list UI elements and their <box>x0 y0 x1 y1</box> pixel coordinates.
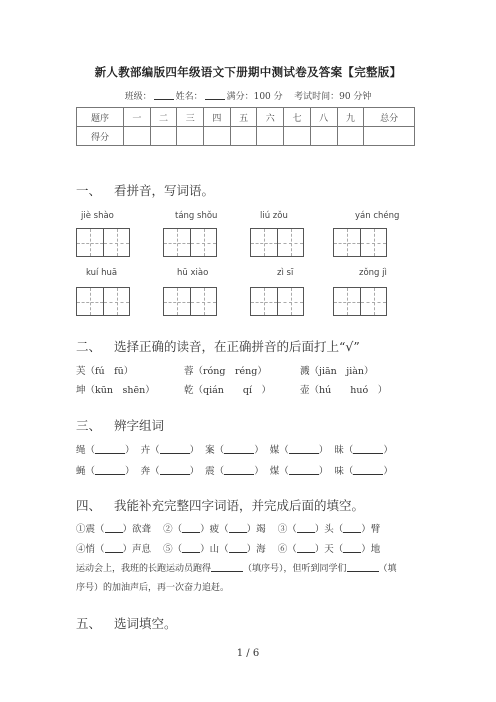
idiom-row <box>76 521 380 535</box>
section-title: 辨字组词 <box>114 418 165 433</box>
score-row-label: 得分 <box>77 127 124 146</box>
pinyin-label: liú zǒu <box>260 211 288 221</box>
name-blank <box>205 91 225 100</box>
idiom-text: ）山（ <box>200 544 229 555</box>
sentence-text: （填序号），但听到同学们 <box>243 564 347 574</box>
answer-blank[interactable] <box>353 444 383 454</box>
pinyin-label: zǒng jì <box>359 268 387 278</box>
writing-grid[interactable] <box>163 228 217 257</box>
score-header-cell: 六 <box>257 108 284 127</box>
bianzi-char: 味 <box>334 466 344 477</box>
exam-info <box>0 89 496 102</box>
section-title: 选择正确的读音，在正确拼音的后面打上“√” <box>114 339 360 354</box>
name-label: 姓名： <box>175 92 203 102</box>
grid-cell <box>251 288 277 315</box>
grid-cell <box>360 229 386 256</box>
grid-cell <box>77 288 103 315</box>
bianzi-row: 绳（ ） 卉（ ） 案（ ） 媒（ ） 昧（ ） <box>76 445 393 456</box>
page-number: 1 / 6 <box>236 648 260 659</box>
bianzi-char: 案 <box>205 445 215 456</box>
answer-blank[interactable] <box>224 465 254 475</box>
score-cell[interactable] <box>150 127 177 146</box>
section-title: 我能补充完整四字词语，并完成后面的填空。 <box>114 498 365 513</box>
score-cell[interactable] <box>284 127 311 146</box>
score-header-cell: 五 <box>230 108 257 127</box>
pinyin-label: táng shǒu <box>175 211 218 221</box>
section-5-heading <box>76 614 177 632</box>
score-header-cell: 题序 <box>77 108 124 127</box>
answer-blank[interactable] <box>182 523 200 533</box>
score-header-cell: 一 <box>124 108 151 127</box>
section-number: 四、 <box>76 498 102 513</box>
idiom-text: ③（ <box>277 524 297 535</box>
score-cell[interactable] <box>364 127 415 146</box>
answer-blank[interactable] <box>343 523 361 533</box>
bianzi-char: 卉 <box>140 445 151 456</box>
score-header-cell: 三 <box>177 108 204 127</box>
fill-sentence <box>76 561 397 574</box>
bianzi-char: 蝇 <box>76 466 86 477</box>
answer-blank[interactable] <box>95 465 125 475</box>
grid-cell <box>277 288 303 315</box>
score-header-cell: 八 <box>310 108 337 127</box>
score-cell[interactable] <box>177 127 204 146</box>
answer-blank[interactable] <box>95 444 125 454</box>
sentence-text: 运动会上，我班的长跑运动员跑得 <box>76 564 212 574</box>
answer-blank[interactable] <box>105 523 123 533</box>
idiom-text: ）海 <box>246 544 266 555</box>
grid-cell <box>190 288 216 315</box>
idiom-text: ）竭 <box>246 524 266 535</box>
idiom-text: ①震（ <box>76 524 105 535</box>
bianzi-row: 蝇（ ） 奔（ ） 震（ ） 煤（ ） 味（ ） <box>76 466 393 477</box>
idiom-text: ⑥（ <box>277 544 297 555</box>
score-header-cell: 九 <box>337 108 364 127</box>
score-row <box>77 127 415 146</box>
pinyin-label: zì sī <box>277 268 294 278</box>
writing-grid[interactable] <box>76 228 130 257</box>
score-header-row <box>77 108 415 127</box>
section-1-heading <box>76 181 214 199</box>
writing-grid[interactable] <box>250 228 304 257</box>
pinyin-label: jiè shào <box>81 211 114 221</box>
answer-blank[interactable] <box>229 543 247 553</box>
section-2-heading <box>76 337 360 355</box>
choice-item[interactable]: 坤（kūn shēn） <box>76 385 155 396</box>
answer-blank[interactable] <box>297 523 315 533</box>
score-cell[interactable] <box>204 127 231 146</box>
class-label: 班级： <box>124 92 152 102</box>
choice-item[interactable]: 乾（qián qí ） <box>184 385 272 396</box>
grid-cell <box>77 229 103 256</box>
answer-blank[interactable] <box>160 444 190 454</box>
bianzi-char: 昧 <box>334 445 344 456</box>
idiom-text: ②（ <box>163 524 183 535</box>
idiom-text: ）欲聋 <box>122 524 152 535</box>
idiom-text: ）地 <box>361 544 381 555</box>
writing-grid[interactable] <box>333 228 387 257</box>
pinyin-label: hū xiào <box>177 268 209 278</box>
score-header-cell: 二 <box>150 108 177 127</box>
writing-grid[interactable] <box>76 287 130 316</box>
writing-grid[interactable] <box>163 287 217 316</box>
answer-blank[interactable] <box>224 444 254 454</box>
fill-sentence-cont: 序号）的加油声后，再一次奋力追赶。 <box>76 583 230 593</box>
answer-blank[interactable] <box>297 543 315 553</box>
answer-blank[interactable] <box>289 465 319 475</box>
section-title: 选词填空。 <box>114 616 177 631</box>
bianzi-char: 媒 <box>269 445 280 456</box>
score-header-cell: 七 <box>284 108 311 127</box>
answer-blank[interactable] <box>347 562 379 572</box>
writing-grid[interactable] <box>333 287 387 316</box>
grid-cell <box>334 229 360 256</box>
grid-cell <box>334 288 360 315</box>
idiom-text: ）声息 <box>122 544 152 555</box>
idiom-row <box>76 541 380 555</box>
grid-cell <box>251 229 277 256</box>
section-number: 三、 <box>76 418 102 433</box>
idiom-text: ）天（ <box>314 544 344 555</box>
grid-cell <box>103 288 129 315</box>
bianzi-char: 奔 <box>140 466 151 477</box>
score-header-cell: 四 <box>204 108 231 127</box>
exam-time: 考试时间：90 分钟 <box>294 92 372 102</box>
answer-blank[interactable] <box>343 543 361 553</box>
grid-cell <box>277 229 303 256</box>
class-blank <box>154 91 174 100</box>
answer-blank[interactable] <box>229 523 247 533</box>
section-number: 二、 <box>76 339 102 354</box>
score-cell[interactable] <box>257 127 284 146</box>
grid-cell <box>360 288 386 315</box>
section-3-heading <box>76 416 164 434</box>
grid-cell <box>190 229 216 256</box>
answer-blank[interactable] <box>289 444 319 454</box>
choice-item[interactable]: 溅（jiān jiàn） <box>300 366 374 377</box>
answer-blank[interactable] <box>353 465 383 475</box>
idiom-text: ）疲（ <box>200 524 229 535</box>
bianzi-char: 煤 <box>269 466 280 477</box>
pinyin-label: yán chéng <box>355 211 400 221</box>
answer-blank[interactable] <box>160 465 190 475</box>
sentence-text: （填 <box>378 564 397 574</box>
bianzi-char: 震 <box>205 466 215 477</box>
choice-item[interactable]: 壶（hú huó ） <box>300 385 388 396</box>
score-cell[interactable] <box>337 127 364 146</box>
grid-cell <box>164 288 190 315</box>
idiom-text: ）头（ <box>314 524 344 535</box>
choice-item[interactable]: 芙（fú fū） <box>76 366 134 377</box>
section-number: 五、 <box>76 616 102 631</box>
full-score: 满分：100 分 <box>226 92 283 102</box>
idiom-text: ⑤（ <box>163 544 183 555</box>
score-cell[interactable] <box>124 127 151 146</box>
answer-blank[interactable] <box>105 543 123 553</box>
idiom-text: ）臂 <box>361 524 381 535</box>
page-title: 新人教部编版四年级语文下册期中测试卷及答案【完整版】 <box>94 65 402 79</box>
bianzi-char: 绳 <box>76 445 86 456</box>
score-cell[interactable] <box>230 127 257 146</box>
pinyin-label: kuí huā <box>86 268 118 278</box>
grid-cell <box>103 229 129 256</box>
score-cell[interactable] <box>310 127 337 146</box>
choice-item[interactable]: 蓉（róng réng） <box>184 366 267 377</box>
section-title: 看拼音，写词语。 <box>114 183 215 198</box>
idiom-text: ④悄（ <box>76 544 105 555</box>
answer-blank[interactable] <box>211 562 243 572</box>
score-table <box>76 107 415 146</box>
score-header-cell: 总分 <box>364 108 415 127</box>
answer-blank[interactable] <box>182 543 200 553</box>
section-number: 一、 <box>76 183 102 198</box>
section-4-heading <box>76 496 364 514</box>
writing-grid[interactable] <box>250 287 304 316</box>
grid-cell <box>164 229 190 256</box>
